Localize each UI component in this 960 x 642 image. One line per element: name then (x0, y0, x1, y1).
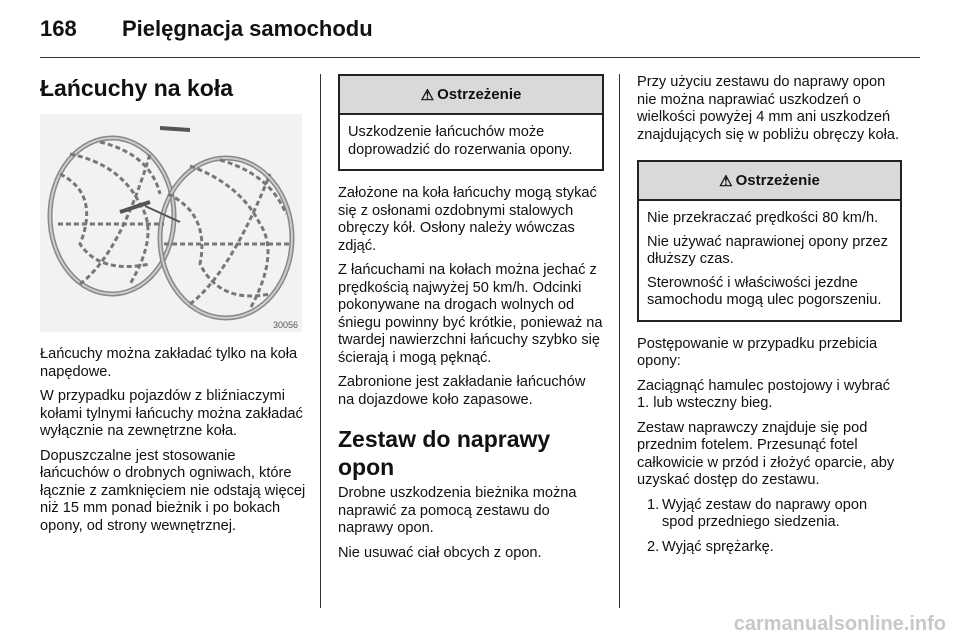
paragraph: Dopuszczalne jest stosowanie łańcuchów o drobnych ogniwach, które łącznie z zamknięciem nie odstają więcej niż 15 mm ponad bieżnik i po bokach opony, od strony wewnętrznej. (40, 447, 306, 534)
warning-title: Ostrzeżenie (437, 86, 522, 103)
paragraph: Nie usuwać ciał obcych z opon. (338, 544, 542, 561)
list-item (637, 497, 902, 532)
paragraph: Łańcuchy można zakładać tylko na koła napędowe. (40, 346, 298, 380)
step-number: 2. (647, 538, 660, 555)
paragraph: Założone na koła łańcuchy mogą stykać się z osłonami ozdobnymi stalowych obręczy kół. Osłony należy wówczas zdjąć. (338, 185, 597, 254)
column-divider (320, 74, 321, 608)
column-left (40, 74, 306, 542)
warning-text: Sterowność i właściwości jezdne samochodu mogą ulec pogorszeniu. (647, 274, 882, 308)
warning-text: Uszkodzenie łańcuchów może doprowadzić do rozerwania opony. (348, 124, 573, 158)
paragraph: Postępowanie w przypadku przebicia opony: (637, 335, 878, 369)
column-divider (619, 74, 620, 608)
list-item (637, 539, 902, 557)
paragraph: Drobne uszkodzenia bieżnika można naprawić za pomocą zestawu do naprawy opon. (338, 485, 577, 536)
column-right (637, 74, 902, 563)
warning-box (338, 74, 604, 171)
paragraph: W przypadku pojazdów z bliźniaczymi kołami tylnymi łańcuchy można zakładać wyłącznie na zewnętrzne koła. (40, 388, 303, 439)
header-divider (40, 57, 920, 58)
snow-chains-illustration (40, 114, 302, 332)
warning-triangle-icon: ⚠ (420, 86, 435, 104)
warning-header (639, 162, 900, 201)
warning-text: Nie używać naprawionej opony przez dłuższy czas. (647, 233, 888, 267)
paragraph: Zaciągnąć hamulec postojowy i wybrać 1. lub wsteczny bieg. (637, 377, 891, 411)
warning-text: Nie przekraczać prędkości 80 km/h. (647, 210, 879, 226)
watermark: carmanualsonline.info (733, 613, 946, 635)
page-number: 168 (40, 16, 77, 41)
paragraph: Zabronione jest zakładanie łańcuchów na dojazdowe koło zapasowe. (338, 374, 586, 408)
warning-title: Ostrzeżenie (735, 172, 820, 189)
snow-chains-figure (40, 114, 302, 332)
paragraph: Zestaw naprawczy znajduje się pod przednim fotelem. Przesunąć fotel całkowicie w przód i złożyć oparcie, aby uzyskać dostęp do zestawu. (637, 419, 895, 488)
section-title-tire-repair-kit: Zestaw do naprawy opon (338, 426, 551, 480)
warning-body (639, 201, 900, 320)
warning-box (637, 160, 902, 322)
paragraph: Przy użyciu zestawu do naprawy opon nie można naprawiać uszkodzeń o wielkości powyżej 4 mm ani uszkodzeń znajdujących się w pobliżu obręczy koła. (637, 74, 900, 143)
paragraph: Z łańcuchami na kołach można jechać z prędkością najwyżej 50 km/h. Odcinki pokonywane na drogach wolnych od śniegu powinny być krótkie, ponieważ na twardej nawierzchni łańcuchy szybko się ścierają i mogą pęknąć. (338, 262, 603, 366)
step-text: Wyjąć zestaw do naprawy opon spod przedniego siedzenia. (662, 496, 868, 530)
chapter-title: Pielęgnacja samochodu (122, 16, 373, 41)
section-title-snow-chains: Łańcuchy na koła (40, 75, 234, 101)
warning-triangle-icon: ⚠ (719, 172, 733, 190)
steps-list (637, 497, 902, 557)
warning-header (340, 76, 602, 115)
step-number: 1. (647, 496, 660, 513)
step-text: Wyjąć sprężarkę. (662, 538, 774, 555)
warning-body (340, 115, 602, 169)
column-middle (338, 74, 604, 569)
figure-number: 30056 (272, 320, 298, 330)
